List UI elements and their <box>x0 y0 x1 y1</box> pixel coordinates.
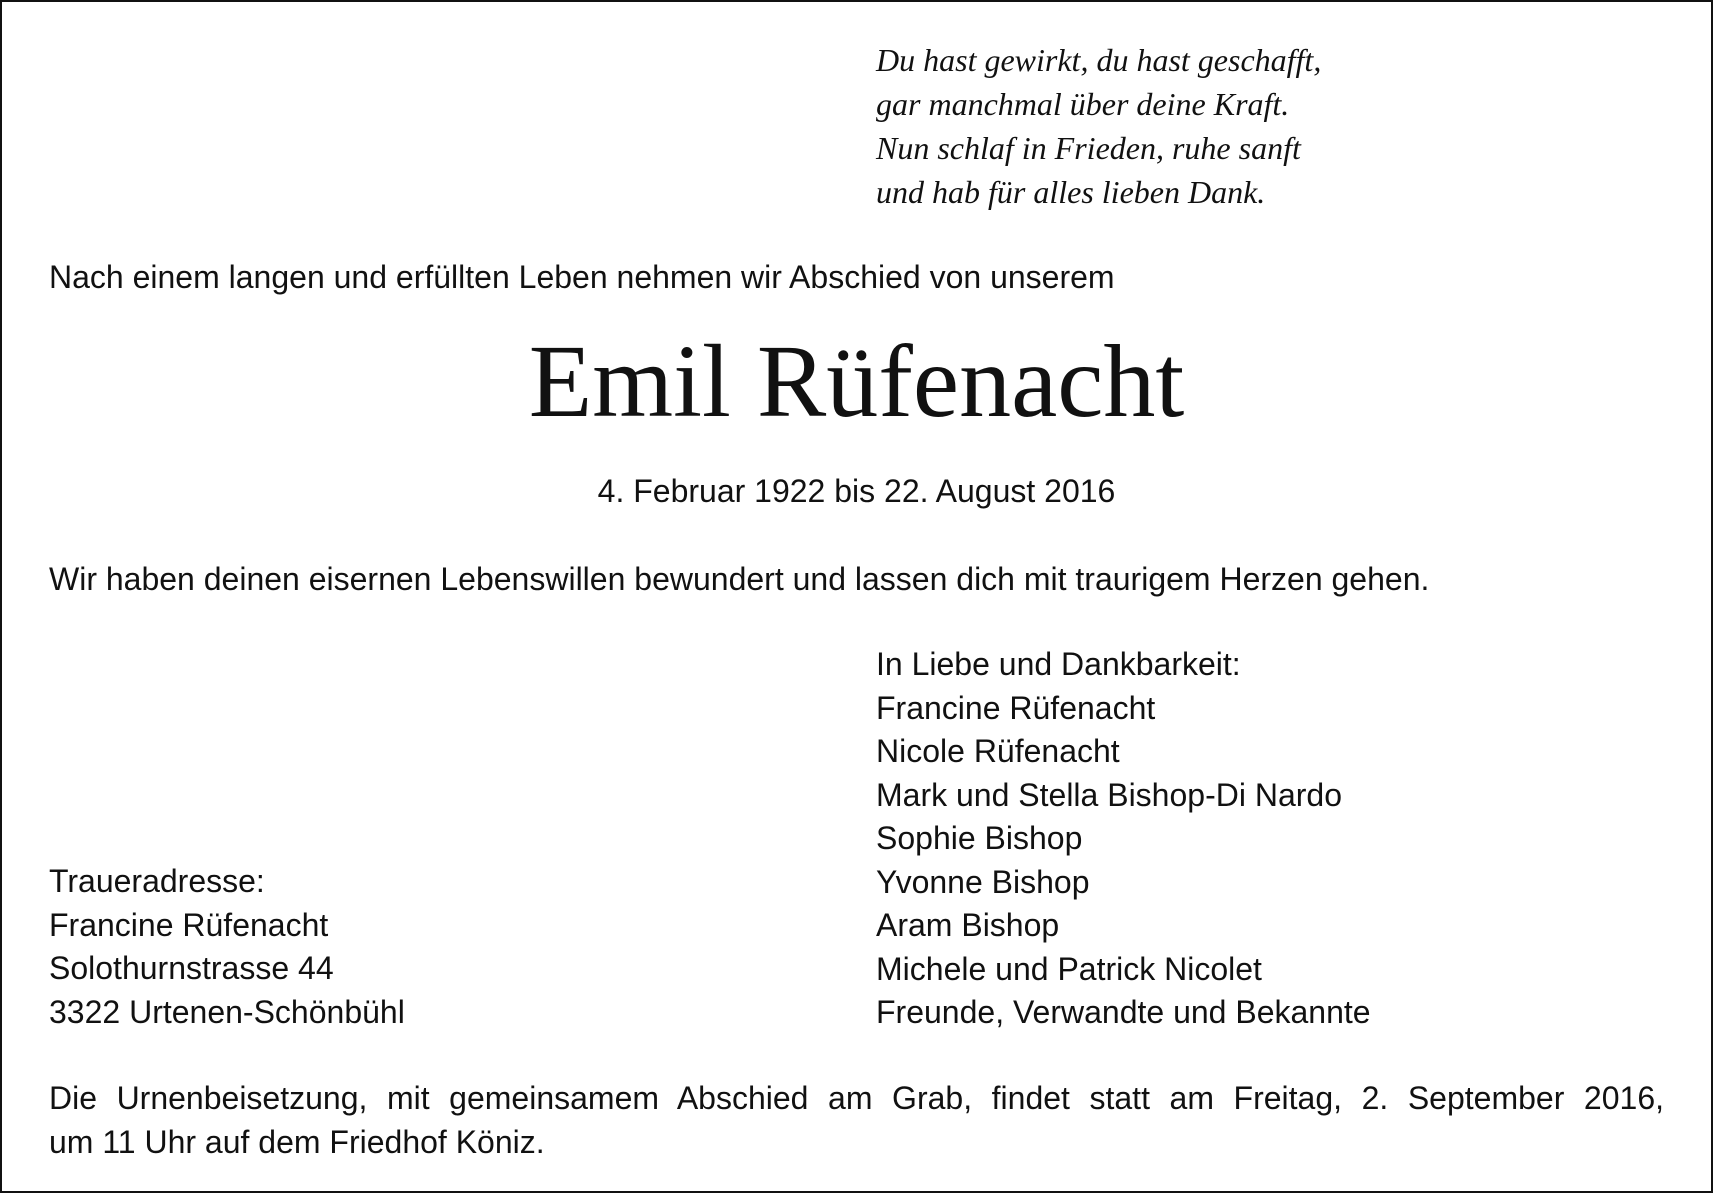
mourners-list <box>876 643 1371 1035</box>
address-heading: Traueradresse: <box>49 863 265 899</box>
poem-line: und hab für alles lieben Dank. <box>876 174 1266 210</box>
mourner-name: Nicole Rüfenacht <box>876 733 1120 769</box>
address-line: 3322 Urtenen-Schönbühl <box>49 993 405 1030</box>
funeral-info <box>49 1077 1664 1164</box>
mourners-heading: In Liebe und Dankbarkeit: <box>876 646 1241 682</box>
poem-line: gar manchmal über deine Kraft. <box>876 86 1290 122</box>
mourning-address <box>49 860 405 1034</box>
mourner-name: Sophie Bishop <box>876 820 1083 856</box>
mourner-name: Michele und Patrick Nicolet <box>876 950 1262 987</box>
poem <box>876 38 1321 214</box>
mourner-name: Aram Bishop <box>876 907 1060 943</box>
poem-line: Du hast gewirkt, du hast geschafft, <box>876 42 1322 78</box>
life-dates: 4. Februar 1922 bis 22. August 2016 <box>597 473 1116 509</box>
mourner-name: Freunde, Verwandte und Bekannte <box>876 994 1371 1030</box>
address-line: Francine Rüfenacht <box>49 906 329 943</box>
mourner-name: Francine Rüfenacht <box>876 689 1156 726</box>
deceased-name: Emil Rüfenacht <box>528 324 1185 439</box>
poem-line: Nun schlaf in Frieden, ruhe sanft <box>876 130 1301 166</box>
funeral-info-line: um 11 Uhr auf dem Friedhof Köniz. <box>49 1123 545 1160</box>
tribute-text: Wir haben deinen eisernen Lebenswillen bewundert und lassen dich mit traurigem Herzen gehen. <box>49 561 1430 597</box>
funeral-info-line: Die Urnenbeisetzung, mit gemeinsamem Abschied am Grab, findet statt am Freitag, 2. September 2016, <box>49 1080 1664 1116</box>
intro-text: Nach einem langen und erfüllten Leben nehmen wir Abschied von unserem <box>49 259 1115 295</box>
mourner-name: Mark und Stella Bishop-Di Nardo <box>876 776 1342 813</box>
mourner-name: Yvonne Bishop <box>876 863 1090 900</box>
address-line: Solothurnstrasse 44 <box>49 950 334 986</box>
